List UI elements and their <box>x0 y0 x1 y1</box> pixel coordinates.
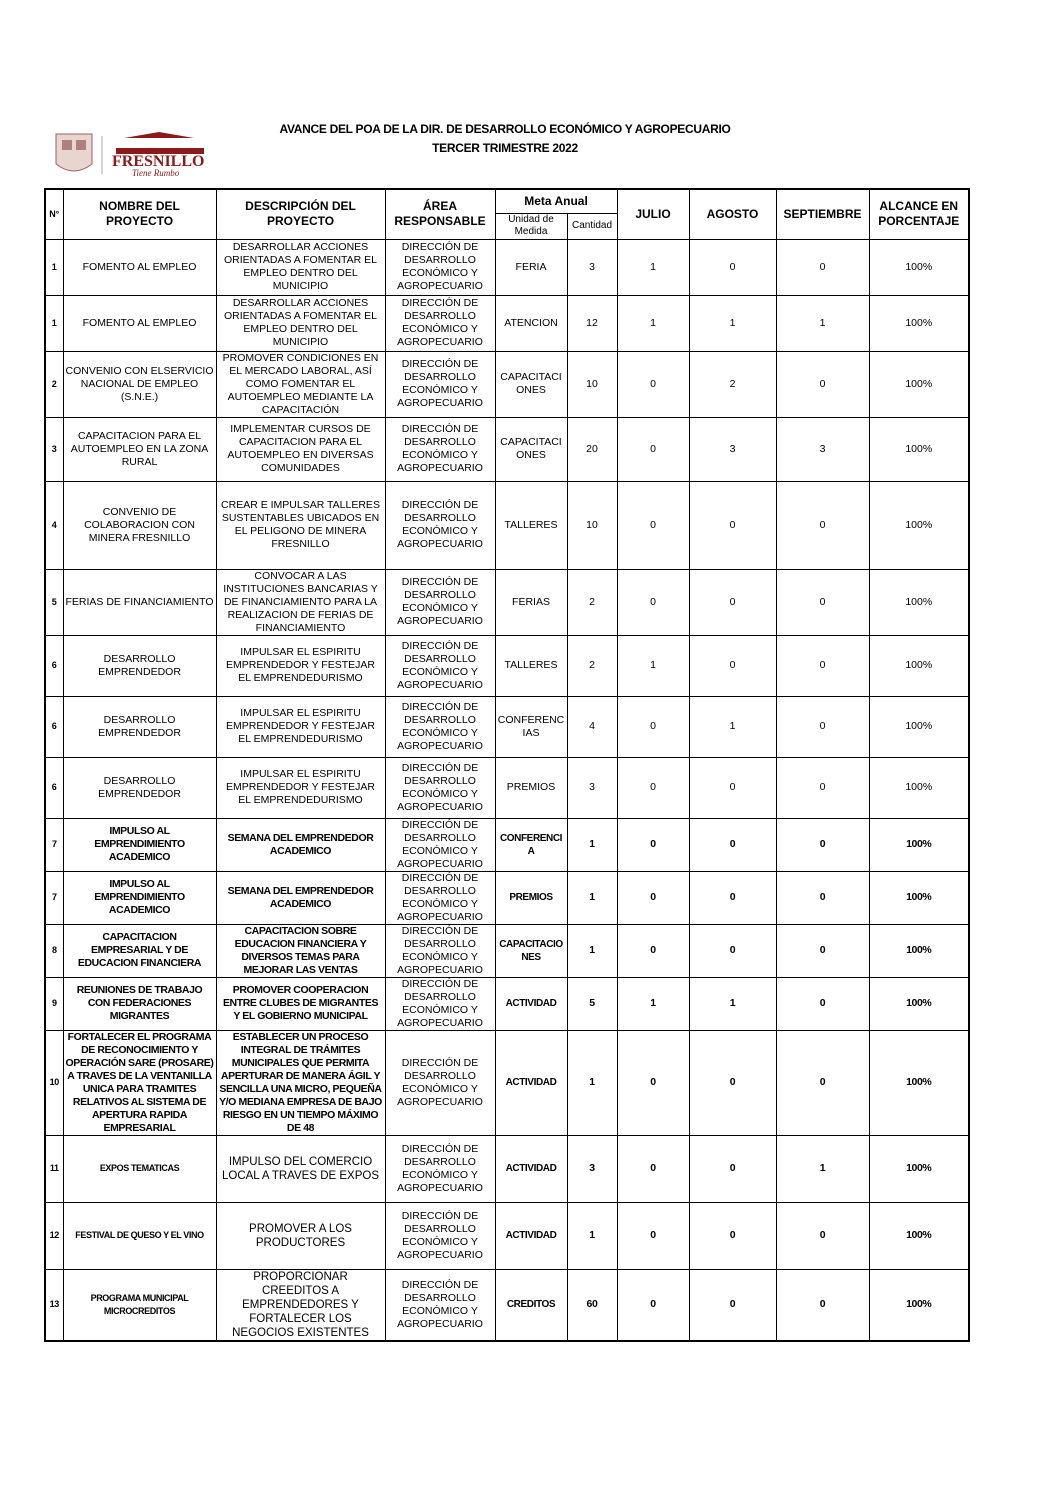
cell-agosto: 0 <box>689 1269 776 1341</box>
cell-descripcion: DESARROLLAR ACCIONES ORIENTADAS A FOMENTAR EL EMPLEO DENTRO DEL MUNICIPIO <box>216 295 385 351</box>
cell-septiembre: 0 <box>776 757 869 818</box>
cell-area: DIRECCIÓN DE DESARROLLO ECONÓMICO Y AGROPECUARIO <box>385 871 495 924</box>
cell-unidad: ACTIVIDAD <box>495 1135 567 1202</box>
poa-table <box>44 188 970 1342</box>
cell-unidad: CAPACITACIONES <box>495 924 567 977</box>
cell-cantidad: 2 <box>567 635 617 696</box>
cell-unidad: CAPACITACIONES <box>495 417 567 481</box>
cell-septiembre: 0 <box>776 351 869 417</box>
table-row <box>45 481 969 569</box>
cell-area: DIRECCIÓN DE DESARROLLO ECONÓMICO Y AGROPECUARIO <box>385 1135 495 1202</box>
cell-cantidad: 60 <box>567 1269 617 1341</box>
cell-n: 6 <box>45 635 63 696</box>
cell-julio: 0 <box>617 757 689 818</box>
cell-julio: 0 <box>617 1030 689 1135</box>
cell-cantidad: 3 <box>567 239 617 295</box>
cell-n: 4 <box>45 481 63 569</box>
cell-nombre: FORTALECER EL PROGRAMA DE RECONOCIMIENTO Y OPERACIÓN SARE (PROSARE) A TRAVES DE LA VENTANILLA UNICA PARA TRAMITES RELATIVOS AL SISTEMA DE APERTURA RAPIDA EMPRESARIAL <box>63 1030 216 1135</box>
col-area: ÁREA RESPONSABLE <box>385 189 495 239</box>
cell-unidad: CONFERENCIA <box>495 818 567 871</box>
cell-area: DIRECCIÓN DE DESARROLLO ECONÓMICO Y AGROPECUARIO <box>385 295 495 351</box>
col-septiembre: SEPTIEMBRE <box>776 189 869 239</box>
cell-area: DIRECCIÓN DE DESARROLLO ECONÓMICO Y AGROPECUARIO <box>385 924 495 977</box>
cell-cantidad: 10 <box>567 351 617 417</box>
cell-cantidad: 2 <box>567 569 617 635</box>
table-row <box>45 1269 969 1341</box>
cell-descripcion: CONVOCAR A LAS INSTITUCIONES BANCARIAS Y DE FINANCIAMIENTO PARA LA REALIZACION DE FERIAS DE FINANCIAMIENTO <box>216 569 385 635</box>
cell-cantidad: 3 <box>567 757 617 818</box>
cell-alcance: 100% <box>869 757 969 818</box>
cell-area: DIRECCIÓN DE DESARROLLO ECONÓMICO Y AGROPECUARIO <box>385 977 495 1030</box>
cell-nombre: DESARROLLO EMPRENDEDOR <box>63 635 216 696</box>
table-row <box>45 1202 969 1269</box>
table-row <box>45 351 969 417</box>
cell-nombre: CAPACITACION EMPRESARIAL Y DE EDUCACION FINANCIERA <box>63 924 216 977</box>
cell-agosto: 1 <box>689 696 776 757</box>
cell-descripcion: IMPLEMENTAR CURSOS DE CAPACITACION PARA EL AUTOEMPLEO EN DIVERSAS COMUNIDADES <box>216 417 385 481</box>
col-unidad: Unidad de Medida <box>495 213 567 239</box>
cell-septiembre: 1 <box>776 295 869 351</box>
cell-agosto: 0 <box>689 757 776 818</box>
table-row <box>45 569 969 635</box>
cell-area: DIRECCIÓN DE DESARROLLO ECONÓMICO Y AGROPECUARIO <box>385 1030 495 1135</box>
table-row <box>45 1030 969 1135</box>
cell-area: DIRECCIÓN DE DESARROLLO ECONÓMICO Y AGROPECUARIO <box>385 1202 495 1269</box>
cell-agosto: 0 <box>689 239 776 295</box>
cell-n: 1 <box>45 295 63 351</box>
cell-alcance: 100% <box>869 977 969 1030</box>
cell-unidad: ACTIVIDAD <box>495 977 567 1030</box>
cell-julio: 0 <box>617 1269 689 1341</box>
cell-descripcion: PROMOVER A LOS PRODUCTORES <box>216 1202 385 1269</box>
col-cantidad: Cantidad <box>567 213 617 239</box>
cell-n: 13 <box>45 1269 63 1341</box>
table-row <box>45 818 969 871</box>
cell-nombre: FERIAS DE FINANCIAMIENTO <box>63 569 216 635</box>
cell-agosto: 1 <box>689 977 776 1030</box>
cell-julio: 0 <box>617 818 689 871</box>
cell-septiembre: 0 <box>776 1202 869 1269</box>
cell-descripcion: PROPORCIONAR CREEDITOS A EMPRENDEDORES Y FORTALECER LOS NEGOCIOS EXISTENTES <box>216 1269 385 1341</box>
cell-descripcion: CAPACITACION SOBRE EDUCACION FINANCIERA Y DIVERSOS TEMAS PARA MEJORAR LAS VENTAS <box>216 924 385 977</box>
cell-septiembre: 0 <box>776 1269 869 1341</box>
svg-text:FRESNILLO: FRESNILLO <box>112 153 205 170</box>
cell-nombre: CAPACITACION PARA EL AUTOEMPLEO EN LA ZONA RURAL <box>63 417 216 481</box>
cell-agosto: 2 <box>689 351 776 417</box>
cell-n: 12 <box>45 1202 63 1269</box>
cell-n: 7 <box>45 871 63 924</box>
cell-unidad: PREMIOS <box>495 757 567 818</box>
cell-julio: 1 <box>617 239 689 295</box>
cell-n: 6 <box>45 757 63 818</box>
fresnillo-logo <box>54 130 214 178</box>
cell-unidad: CAPACITACIONES <box>495 351 567 417</box>
cell-alcance: 100% <box>869 417 969 481</box>
cell-julio: 1 <box>617 635 689 696</box>
cell-nombre: PROGRAMA MUNICIPAL MICROCREDITOS <box>63 1269 216 1341</box>
cell-unidad: TALLERES <box>495 481 567 569</box>
cell-nombre: FESTIVAL DE QUESO Y EL VINO <box>63 1202 216 1269</box>
table-row <box>45 871 969 924</box>
cell-alcance: 100% <box>869 295 969 351</box>
cell-agosto: 0 <box>689 1135 776 1202</box>
cell-septiembre: 0 <box>776 818 869 871</box>
cell-agosto: 0 <box>689 1202 776 1269</box>
cell-nombre: CONVENIO CON ELSERVICIO NACIONAL DE EMPLEO (S.N.E.) <box>63 351 216 417</box>
cell-cantidad: 1 <box>567 1202 617 1269</box>
cell-agosto: 0 <box>689 569 776 635</box>
cell-julio: 0 <box>617 417 689 481</box>
cell-septiembre: 0 <box>776 696 869 757</box>
table-row <box>45 977 969 1030</box>
cell-descripcion: CREAR E IMPULSAR TALLERES SUSTENTABLES UBICADOS EN EL PELIGONO DE MINERA FRESNILLO <box>216 481 385 569</box>
cell-n: 2 <box>45 351 63 417</box>
cell-n: 5 <box>45 569 63 635</box>
cell-septiembre: 0 <box>776 635 869 696</box>
cell-alcance: 100% <box>869 696 969 757</box>
cell-descripcion: PROMOVER CONDICIONES EN EL MERCADO LABORAL, ASÍ COMO FOMENTAR EL AUTOEMPLEO MEDIANTE LA CAPACITACIÓN <box>216 351 385 417</box>
cell-nombre: DESARROLLO EMPRENDEDOR <box>63 696 216 757</box>
cell-alcance: 100% <box>869 569 969 635</box>
document-subtitle: TERCER TRIMESTRE 2022 <box>432 141 578 155</box>
col-alcance: ALCANCE EN PORCENTAJE <box>869 189 969 239</box>
svg-text:Tiene Rumbo: Tiene Rumbo <box>132 168 180 178</box>
cell-unidad: TALLERES <box>495 635 567 696</box>
cell-julio: 0 <box>617 924 689 977</box>
cell-alcance: 100% <box>869 239 969 295</box>
cell-area: DIRECCIÓN DE DESARROLLO ECONÓMICO Y AGROPECUARIO <box>385 239 495 295</box>
table-row <box>45 239 969 295</box>
cell-cantidad: 1 <box>567 818 617 871</box>
table-row <box>45 924 969 977</box>
cell-nombre: EXPOS TEMATICAS <box>63 1135 216 1202</box>
cell-septiembre: 0 <box>776 481 869 569</box>
cell-cantidad: 3 <box>567 1135 617 1202</box>
cell-julio: 0 <box>617 1202 689 1269</box>
cell-julio: 0 <box>617 351 689 417</box>
cell-alcance: 100% <box>869 1269 969 1341</box>
cell-alcance: 100% <box>869 818 969 871</box>
table-row <box>45 696 969 757</box>
cell-n: 10 <box>45 1030 63 1135</box>
cell-area: DIRECCIÓN DE DESARROLLO ECONÓMICO Y AGROPECUARIO <box>385 635 495 696</box>
cell-unidad: CONFERENCIAS <box>495 696 567 757</box>
cell-nombre: FOMENTO AL EMPLEO <box>63 295 216 351</box>
cell-septiembre: 0 <box>776 569 869 635</box>
cell-agosto: 0 <box>689 635 776 696</box>
cell-descripcion: PROMOVER COOPERACION ENTRE CLUBES DE MIGRANTES Y EL GOBIERNO MUNICIPAL <box>216 977 385 1030</box>
cell-alcance: 100% <box>869 481 969 569</box>
cell-descripcion: SEMANA DEL EMPRENDEDOR ACADEMICO <box>216 818 385 871</box>
cell-agosto: 3 <box>689 417 776 481</box>
cell-unidad: ATENCION <box>495 295 567 351</box>
cell-alcance: 100% <box>869 635 969 696</box>
cell-julio: 1 <box>617 295 689 351</box>
document-title: AVANCE DEL POA DE LA DIR. DE DESARROLLO ECONÓMICO Y AGROPECUARIO <box>279 122 731 136</box>
cell-alcance: 100% <box>869 1202 969 1269</box>
cell-cantidad: 1 <box>567 1030 617 1135</box>
cell-alcance: 100% <box>869 1135 969 1202</box>
cell-septiembre: 3 <box>776 417 869 481</box>
cell-area: DIRECCIÓN DE DESARROLLO ECONÓMICO Y AGROPECUARIO <box>385 1269 495 1341</box>
cell-julio: 1 <box>617 977 689 1030</box>
cell-area: DIRECCIÓN DE DESARROLLO ECONÓMICO Y AGROPECUARIO <box>385 481 495 569</box>
cell-julio: 0 <box>617 696 689 757</box>
cell-cantidad: 10 <box>567 481 617 569</box>
cell-cantidad: 20 <box>567 417 617 481</box>
cell-area: DIRECCIÓN DE DESARROLLO ECONÓMICO Y AGROPECUARIO <box>385 696 495 757</box>
cell-unidad: PREMIOS <box>495 871 567 924</box>
cell-alcance: 100% <box>869 351 969 417</box>
table-row <box>45 417 969 481</box>
cell-alcance: 100% <box>869 1030 969 1135</box>
col-agosto: AGOSTO <box>689 189 776 239</box>
cell-cantidad: 12 <box>567 295 617 351</box>
cell-descripcion: SEMANA DEL EMPRENDEDOR ACADEMICO <box>216 871 385 924</box>
cell-descripcion: IMPULSO DEL COMERCIO LOCAL A TRAVES DE EXPOS <box>216 1135 385 1202</box>
table-row <box>45 1135 969 1202</box>
cell-area: DIRECCIÓN DE DESARROLLO ECONÓMICO Y AGROPECUARIO <box>385 569 495 635</box>
cell-agosto: 0 <box>689 871 776 924</box>
cell-julio: 0 <box>617 481 689 569</box>
cell-descripcion: ESTABLECER UN PROCESO INTEGRAL DE TRÁMITES MUNICIPALES QUE PERMITA APERTURAR DE MANERA ÁGIL Y SENCILLA UNA MICRO, PEQUEÑA Y/O MEDIANA EMPRESA DE BAJO RIESGO EN UN TIEMPO MÁXIMO DE 48 <box>216 1030 385 1135</box>
cell-descripcion: IMPULSAR EL ESPIRITU EMPRENDEDOR Y FESTEJAR EL EMPRENDEDURISMO <box>216 757 385 818</box>
cell-area: DIRECCIÓN DE DESARROLLO ECONÓMICO Y AGROPECUARIO <box>385 351 495 417</box>
cell-area: DIRECCIÓN DE DESARROLLO ECONÓMICO Y AGROPECUARIO <box>385 818 495 871</box>
table-row <box>45 757 969 818</box>
col-descripcion: DESCRIPCIÓN DEL PROYECTO <box>216 189 385 239</box>
table-row <box>45 635 969 696</box>
cell-septiembre: 0 <box>776 1030 869 1135</box>
cell-alcance: 100% <box>869 924 969 977</box>
col-julio: JULIO <box>617 189 689 239</box>
cell-nombre: IMPULSO AL EMPRENDIMIENTO ACADEMICO <box>63 818 216 871</box>
cell-n: 1 <box>45 239 63 295</box>
cell-nombre: DESARROLLO EMPRENDEDOR <box>63 757 216 818</box>
cell-n: 7 <box>45 818 63 871</box>
cell-nombre: REUNIONES DE TRABAJO CON FEDERACIONES MIGRANTES <box>63 977 216 1030</box>
cell-julio: 0 <box>617 871 689 924</box>
cell-cantidad: 1 <box>567 924 617 977</box>
cell-descripcion: IMPULSAR EL ESPIRITU EMPRENDEDOR Y FESTEJAR EL EMPRENDEDURISMO <box>216 696 385 757</box>
cell-n: 6 <box>45 696 63 757</box>
cell-agosto: 0 <box>689 1030 776 1135</box>
cell-unidad: CREDITOS <box>495 1269 567 1341</box>
cell-septiembre: 0 <box>776 924 869 977</box>
cell-agosto: 0 <box>689 924 776 977</box>
cell-unidad: ACTIVIDAD <box>495 1202 567 1269</box>
cell-area: DIRECCIÓN DE DESARROLLO ECONÓMICO Y AGROPECUARIO <box>385 757 495 818</box>
cell-nombre: CONVENIO DE COLABORACION CON MINERA FRESNILLO <box>63 481 216 569</box>
cell-alcance: 100% <box>869 871 969 924</box>
cell-julio: 0 <box>617 1135 689 1202</box>
cell-cantidad: 5 <box>567 977 617 1030</box>
table-row <box>45 295 969 351</box>
cell-cantidad: 4 <box>567 696 617 757</box>
cell-unidad: ACTIVIDAD <box>495 1030 567 1135</box>
cell-n: 9 <box>45 977 63 1030</box>
cell-area: DIRECCIÓN DE DESARROLLO ECONÓMICO Y AGROPECUARIO <box>385 417 495 481</box>
cell-descripcion: IMPULSAR EL ESPIRITU EMPRENDEDOR Y FESTEJAR EL EMPRENDEDURISMO <box>216 635 385 696</box>
col-meta-anual: Meta Anual <box>495 189 617 213</box>
cell-agosto: 0 <box>689 818 776 871</box>
col-n: N° <box>45 189 63 239</box>
cell-nombre: FOMENTO AL EMPLEO <box>63 239 216 295</box>
cell-unidad: FERIA <box>495 239 567 295</box>
cell-septiembre: 0 <box>776 239 869 295</box>
cell-nombre: IMPULSO AL EMPRENDIMIENTO ACADEMICO <box>63 871 216 924</box>
cell-n: 3 <box>45 417 63 481</box>
cell-septiembre: 0 <box>776 871 869 924</box>
cell-cantidad: 1 <box>567 871 617 924</box>
cell-n: 11 <box>45 1135 63 1202</box>
cell-n: 8 <box>45 924 63 977</box>
col-nombre: NOMBRE DEL PROYECTO <box>63 189 216 239</box>
cell-descripcion: DESARROLLAR ACCIONES ORIENTADAS A FOMENTAR EL EMPLEO DENTRO DEL MUNICIPIO <box>216 239 385 295</box>
cell-septiembre: 0 <box>776 977 869 1030</box>
cell-unidad: FERIAS <box>495 569 567 635</box>
cell-agosto: 0 <box>689 481 776 569</box>
cell-septiembre: 1 <box>776 1135 869 1202</box>
cell-agosto: 1 <box>689 295 776 351</box>
cell-julio: 0 <box>617 569 689 635</box>
